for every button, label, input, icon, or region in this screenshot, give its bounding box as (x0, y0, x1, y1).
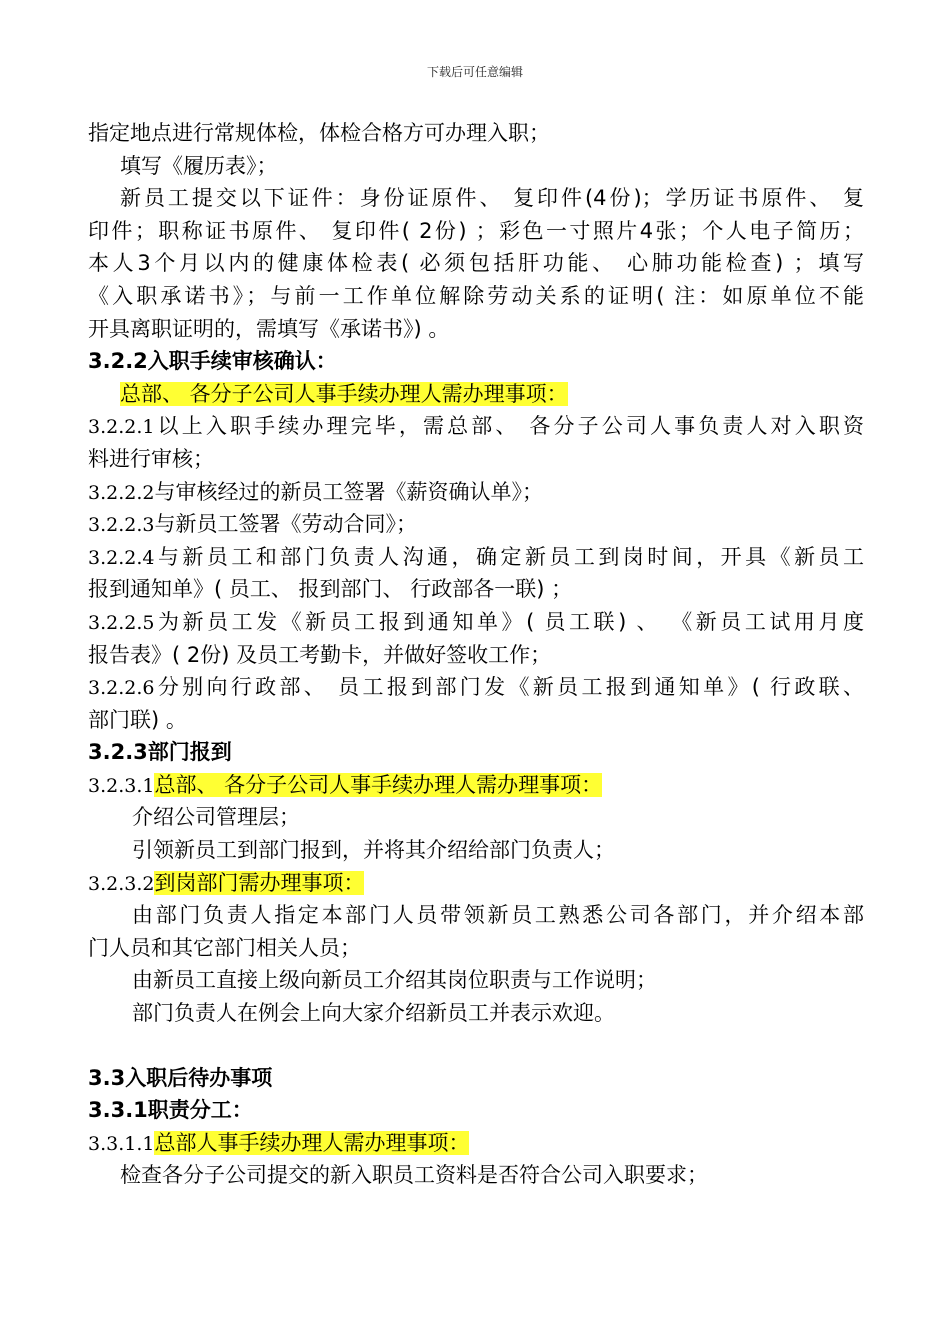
item-text: 以上入职手续办理完毕，需总部、 各分子公司人事负责人对入职资 (154, 414, 864, 439)
paragraph-line: 报到通知单》( 员工、 报到部门、 行政部各一联) ； (88, 577, 573, 602)
paragraph-line: 料进行审核； (88, 446, 214, 471)
paragraph-line: 开具离职证明的，需填写《承诺书》) 。 (88, 316, 450, 341)
paragraph-line: 本人3个月以内的健康体检表( 必须包括肝功能、 心肺功能检查) ；填写 (88, 251, 864, 276)
paragraph-line: 部门负责人在例会上向大家介绍新员工并表示欢迎。 (132, 1001, 615, 1026)
paragraph-line: 印件；职称证书原件、 复印件( 2份) ；彩色一寸照片4张；个人电子简历； (88, 218, 864, 243)
paragraph-line: 填写《履历表》； (120, 153, 278, 178)
item-number: 3.2.3.2 (88, 872, 155, 895)
item-number: 3.3.1.1 (88, 1132, 155, 1155)
item-number: 3.2.2.2 (88, 481, 155, 504)
paragraph-line: 报告表》( 2份) 及员工考勤卡，并做好签收工作； (88, 642, 552, 667)
paragraph-line: 介绍公司管理层； (132, 805, 300, 830)
blank-line (88, 1030, 864, 1062)
highlight-text: 总部、 各分子公司人事手续办理人需办理事项： (120, 381, 568, 406)
item-text: 与审核经过的新员工签署《薪资确认单》； (154, 479, 543, 504)
paragraph-line: 门人员和其它部门相关人员； (88, 935, 361, 960)
paragraph-line: 由部门负责人指定本部门人员带领新员工熟悉公司各部门，并介绍本部 (132, 903, 864, 928)
item-number: 3.2.2.3 (88, 514, 155, 537)
item-3-2-2-2 (88, 476, 864, 509)
item-number: 3.2.2.5 (88, 611, 155, 634)
item-text: 与新员工和部门负责人沟通，确定新员工到岗时间，开具《新员工 (154, 544, 864, 569)
paragraph-line: 部门联) 。 (88, 707, 187, 732)
item-number: 3.2.2.6 (88, 677, 155, 700)
item-number: 3.2.2.4 (88, 546, 155, 569)
highlighted-line (88, 378, 864, 411)
highlight-text: 到岗部门需办理事项： (154, 870, 365, 895)
paragraph-line: 引领新员工到部门报到，并将其介绍给部门负责人； (132, 838, 615, 863)
item-3-2-2-6 (88, 671, 864, 704)
item-3-2-2-5 (88, 606, 864, 639)
paragraph-line: 由新员工直接上级向新员工介绍其岗位职责与工作说明； (132, 968, 657, 993)
item-3-3-1-1 (88, 1127, 864, 1160)
highlight-text: 总部、 各分子公司人事手续办理人需办理事项： (154, 772, 603, 797)
paragraph-line: 检查各分子公司提交的新入职员工资料是否符合公司入职要求； (120, 1163, 708, 1188)
paragraph-line: 《入职承诺书》；与前一工作单位解除劳动关系的证明( 注：如原单位不能 (88, 283, 864, 308)
highlight-text: 总部人事手续办理人需办理事项： (154, 1130, 470, 1155)
item-text: 分别向行政部、 员工报到部门发《新员工报到通知单》( 行政联、 (154, 675, 864, 700)
section-heading-3-3: 3.3入职后待办事项 (88, 1065, 273, 1090)
document-body (88, 117, 864, 1192)
item-3-2-2-3 (88, 508, 864, 541)
item-number: 3.2.2.1 (88, 416, 155, 439)
paragraph-line: 指定地点进行常规体检，体检合格方可办理入职； (88, 121, 550, 145)
section-heading-3-2-2: 3.2.2入职手续审核确认： (88, 349, 337, 374)
item-text: 与新员工签署《劳动合同》； (154, 512, 417, 537)
section-heading-3-3-1: 3.3.1职责分工： (88, 1098, 253, 1123)
item-3-2-3-2 (88, 867, 864, 900)
item-3-2-2-1 (88, 410, 864, 443)
item-number: 3.2.3.1 (88, 774, 155, 797)
item-3-2-2-4 (88, 541, 864, 574)
page-header: 下载后可任意编辑 (426, 65, 523, 79)
item-3-2-3-1 (88, 769, 864, 802)
section-heading-3-2-3: 3.2.3部门报到 (88, 740, 232, 765)
paragraph-line: 新员工提交以下证件：身份证原件、 复印件(4份)；学历证书原件、 复 (120, 186, 864, 211)
item-text: 为新员工发《新员工报到通知单》( 员工联) 、 《新员工试用月度 (154, 609, 864, 634)
